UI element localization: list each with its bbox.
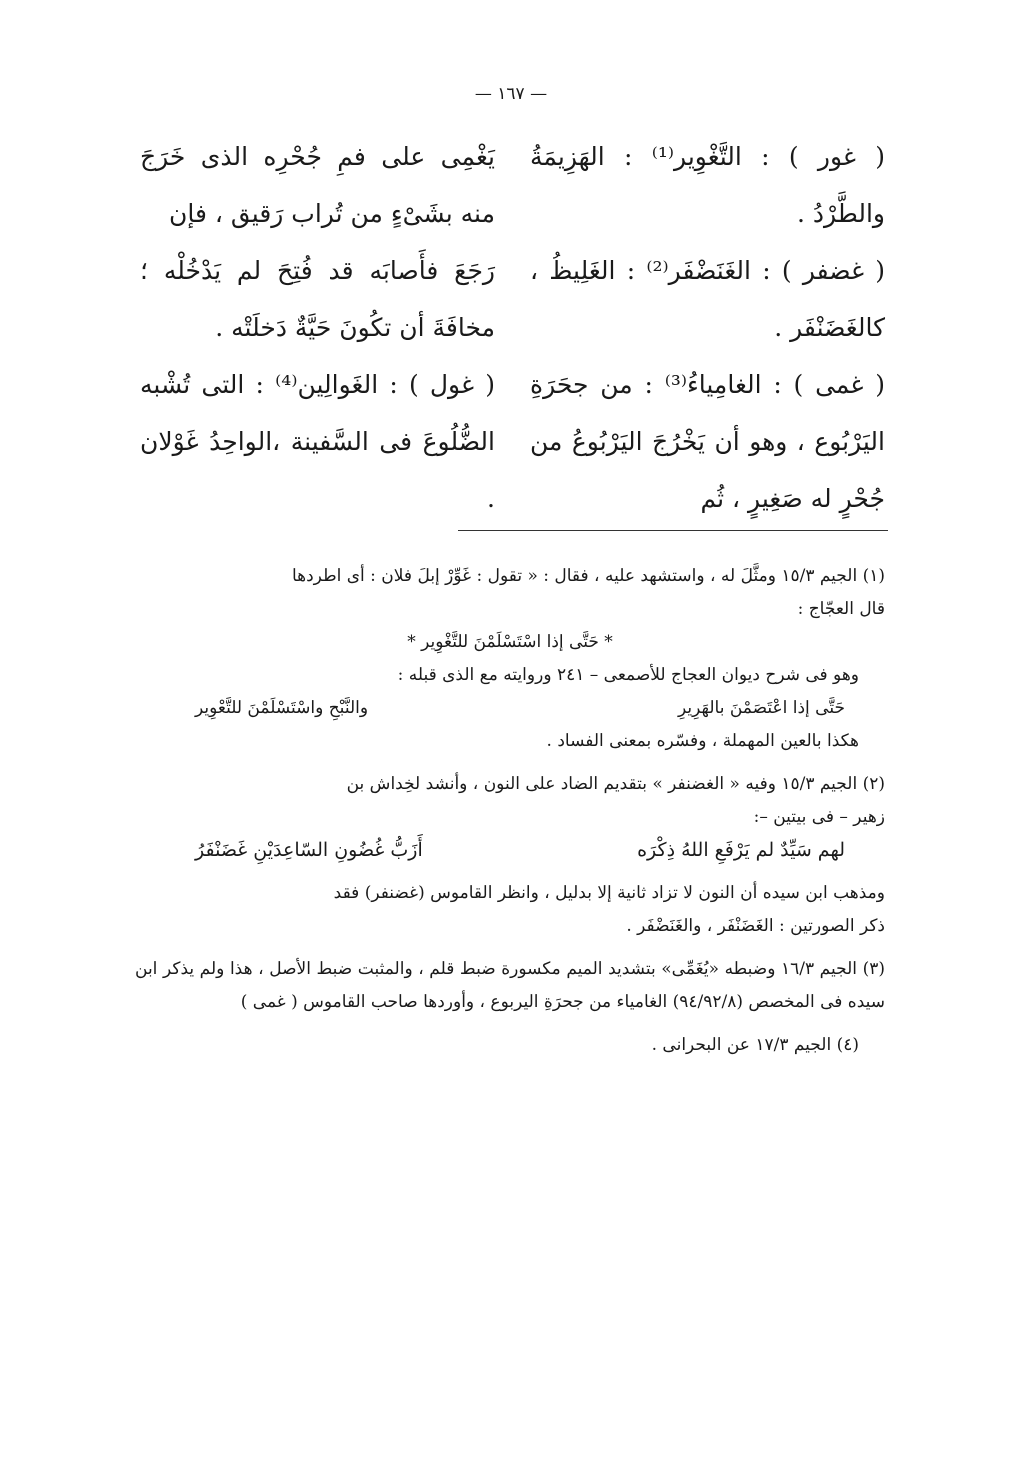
dictionary-columns: [140, 128, 885, 528]
hemistich: أَزَبُّ غُضُونِ السّاعِدَيْنِ غَضَنْفَرُ: [195, 839, 423, 861]
entry-ghama: [530, 356, 885, 527]
entry-ghadfar: [530, 242, 885, 356]
right-column: [530, 128, 885, 527]
footnote-text: ذكر الصورتين : الغَضَنْفَر ، والغَنَضْفَر .: [626, 916, 885, 936]
verse: [135, 692, 885, 725]
entry-ghawl: ( غول ) : الغَوالِين⁽⁴⁾ : التى تُشْبه الضُّلُوعَ فى السَّفينة ،الواحِدُ غَوْلان .: [140, 370, 495, 513]
headword: ( غضفر ) : الغَنَضْفَر⁽²⁾ :: [626, 256, 886, 285]
footnote-4: (٤) الجيم ١٧/٣ عن البحرانى .: [651, 1035, 859, 1055]
hemistich: حَتَّى إذا اعْتَصَمْنَ بالهَرِيرِ: [678, 698, 845, 718]
footnote-text: قال العجّاج :: [797, 599, 885, 619]
footnote-text: هكذا بالعين المهملة ، وفسّره بمعنى الفساد .: [546, 731, 859, 751]
footnote-text: ومذهب ابن سيده أن النون لا تزاد ثانية إلا بدليل ، وانظر القاموس (غضنفر) فقد: [333, 883, 885, 903]
entry-continuation: يَغْمِى على فمِ جُحْرِه الذى خَرَجَ منه بشَىْءٍ من تُراب رَقيق ، فإن: [140, 142, 495, 228]
footnotes: [135, 560, 885, 1062]
footnote-1: (١) الجيم ١٥/٣ ومثَّلَ له ، واستشهد عليه ، فقال : « تقول : غَوِّرْ إبلَ فلان : أى اطردها: [291, 566, 885, 586]
verse: [135, 834, 885, 867]
footnote-divider: [458, 530, 888, 531]
hemistich: والنَّبْحِ واسْتَسْلَمْنَ للتَّعْوِير: [195, 698, 369, 718]
left-column: [140, 128, 495, 527]
page-number: — ١٦٧ —: [474, 84, 548, 104]
definition: الهَزِيمَةُ والطَّرْدُ .: [530, 142, 885, 228]
footnote-text: زهير – فى بيتين –:: [753, 807, 885, 827]
headword: ( غور ) : التَّغْوِير⁽¹⁾ :: [624, 142, 885, 171]
headword: ( غمى ) : الغامِياءُ⁽³⁾ : من: [600, 370, 885, 399]
footnote-text: وهو فى شرح ديوان العجاج للأصمعى – ٢٤١ وروايته مع الذى قبله :: [397, 665, 859, 685]
definition: الغَلِيظُ ، كالغَضَنْفَر .: [530, 256, 885, 342]
verse: * حَتَّى إذا اسْتَسْلَمْنَ للتَّغْوِير *: [407, 632, 613, 652]
hemistich: لهم سَيِّدٌ لم يَرْفَعِ اللهُ ذِكْرَه: [637, 839, 845, 861]
footnote-3: (٣) الجيم ١٦/٣ وضبطه «يُغَمِّى» بتشديد الميم مكسورة ضبط قلم ، والمثبت ضبط الأصل ، هذا ولم يذكر ابن سيده فى المخصص (٩٤/٩٢/٨) الغامياء من جحرَةِ اليربوع ، وأوردها صاحب القاموس ( غمى ): [135, 959, 885, 1012]
definition: جحَرَةِ اليَرْبُوع ، وهو أن يَخْرُجَ اليَرْبُوعُ من جُحْرٍ له صَغِيرٍ ، ثُم: [530, 370, 885, 513]
footnote-2: (٢) الجيم ١٥/٣ وفيه « الغضنفر » بتقديم الضاد على النون ، وأنشد لخِداش بن: [346, 774, 885, 794]
entry-continuation: رَجَعَ فأَصابَه قد فُتِحَ لم يَدْخُلْه ؛ مخافَةَ أن تكُونَ حَيَّةٌ دَخلَتْه .: [140, 256, 495, 342]
entry-ghawr: [530, 128, 885, 242]
